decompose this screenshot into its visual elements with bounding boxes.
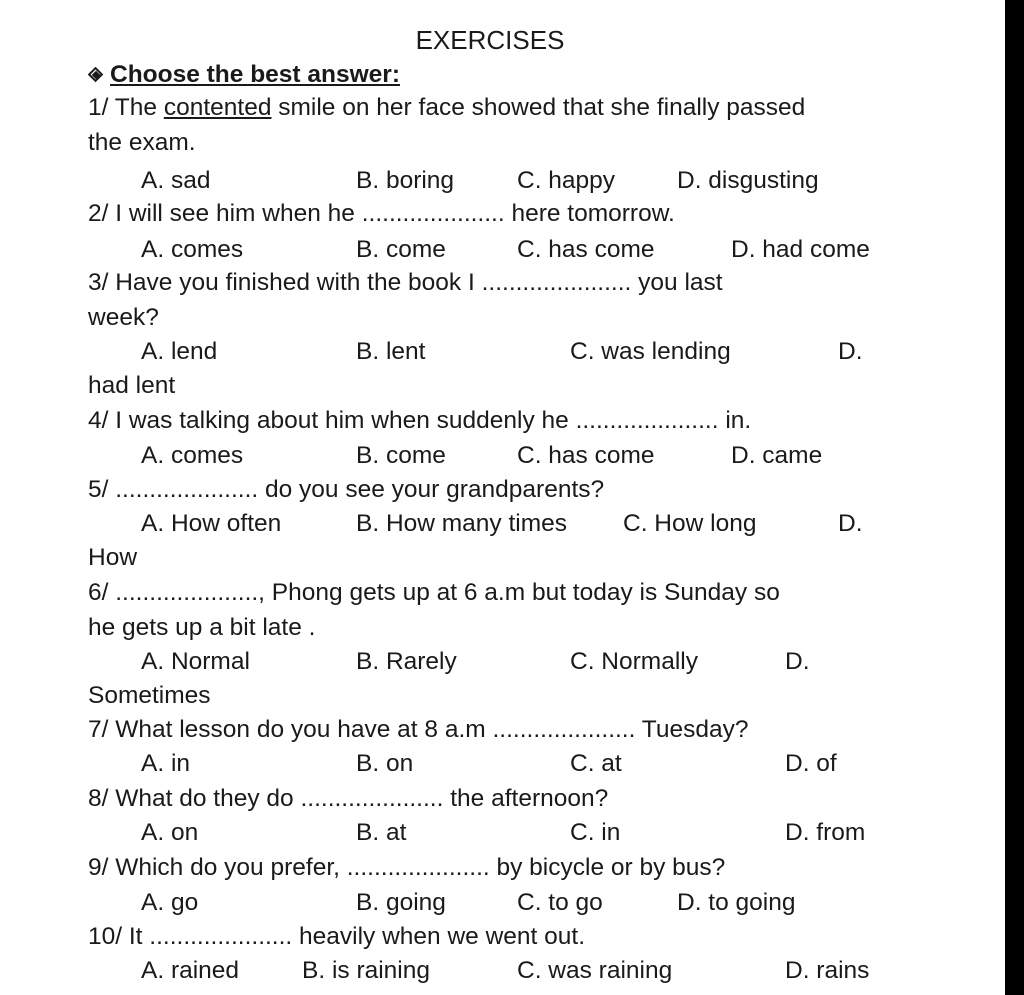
option-6d-text: Sometimes (88, 682, 211, 709)
underlined-word: contented (163, 94, 272, 121)
option-8a: A. on (141, 819, 199, 846)
option-2d: D. had come (731, 236, 870, 263)
option-10a: A. rained (141, 957, 240, 984)
option-8c: C. in (570, 819, 621, 846)
question-7: 7/ What lesson do you have at 8 a.m ..................... Tuesday? (88, 716, 749, 743)
option-5d-label: D. (838, 510, 863, 537)
option-7d: D. of (785, 750, 837, 777)
question-6-line-2: he gets up a bit late . (88, 614, 316, 641)
option-5d-text: How (88, 544, 138, 571)
option-4b: B. come (356, 442, 446, 469)
option-3d-label: D. (838, 338, 863, 365)
question-9: 9/ Which do you prefer, ..................... by bicycle or by bus? (88, 854, 726, 881)
option-6c: C. Normally (570, 648, 698, 675)
option-3b: B. lent (356, 338, 426, 365)
option-7b: B. on (356, 750, 414, 777)
option-9a: A. go (141, 889, 199, 916)
option-5b: B. How many times (356, 510, 568, 537)
option-4a: A. comes (141, 442, 244, 469)
question-10: 10/ It ..................... heavily when we went out. (88, 923, 586, 950)
option-5c: C. How long (623, 510, 757, 537)
option-4d: D. came (731, 442, 823, 469)
diamond-bullet-icon (88, 67, 104, 83)
right-black-border (1005, 0, 1024, 995)
option-6a: A. Normal (141, 648, 250, 675)
option-9b: B. going (356, 889, 446, 916)
option-10b: B. is raining (302, 957, 431, 984)
question-5: 5/ ..................... do you see your grandparents? (88, 476, 605, 503)
option-8d: D. from (785, 819, 866, 846)
option-9c: C. to go (517, 889, 603, 916)
option-9d: D. to going (677, 889, 796, 916)
option-10d: D. rains (785, 957, 870, 984)
option-2c: C. has come (517, 236, 655, 263)
option-7c: C. at (570, 750, 622, 777)
question-6-line-1: 6/ ....................., Phong gets up at 6 a.m but today is Sunday so (88, 579, 780, 606)
option-4c: C. has come (517, 442, 655, 469)
question-8: 8/ What do they do ..................... the afternoon? (88, 785, 609, 812)
question-1-line-2: the exam. (88, 129, 196, 156)
option-1c: C. happy (517, 167, 616, 194)
option-6d-label: D. (785, 648, 810, 675)
question-4: 4/ I was talking about him when suddenly he ..................... in. (88, 407, 752, 434)
option-10c: C. was raining (517, 957, 673, 984)
option-3a: A. lend (141, 338, 218, 365)
option-3d-text: had lent (88, 372, 176, 399)
option-5a: A. How often (141, 510, 282, 537)
instruction-heading: Choose the best answer: (88, 60, 400, 90)
page-title: EXERCISES (415, 25, 565, 55)
question-2: 2/ I will see him when he ..................... here tomorrow. (88, 200, 675, 227)
option-2a: A. comes (141, 236, 244, 263)
option-7a: A. in (141, 750, 191, 777)
option-1a: A. sad (141, 167, 211, 194)
option-2b: B. come (356, 236, 446, 263)
option-6b: B. Rarely (356, 648, 457, 675)
option-3c: C. was lending (570, 338, 731, 365)
question-3-line-2: week? (88, 304, 159, 331)
question-1-line-1: 1/ The contented smile on her face showed that she finally passed (88, 94, 806, 121)
question-3-line-1: 3/ Have you finished with the book I ...................... you last (88, 269, 723, 296)
option-1d: D. disgusting (677, 167, 819, 194)
option-8b: B. at (356, 819, 407, 846)
option-1b: B. boring (356, 167, 455, 194)
